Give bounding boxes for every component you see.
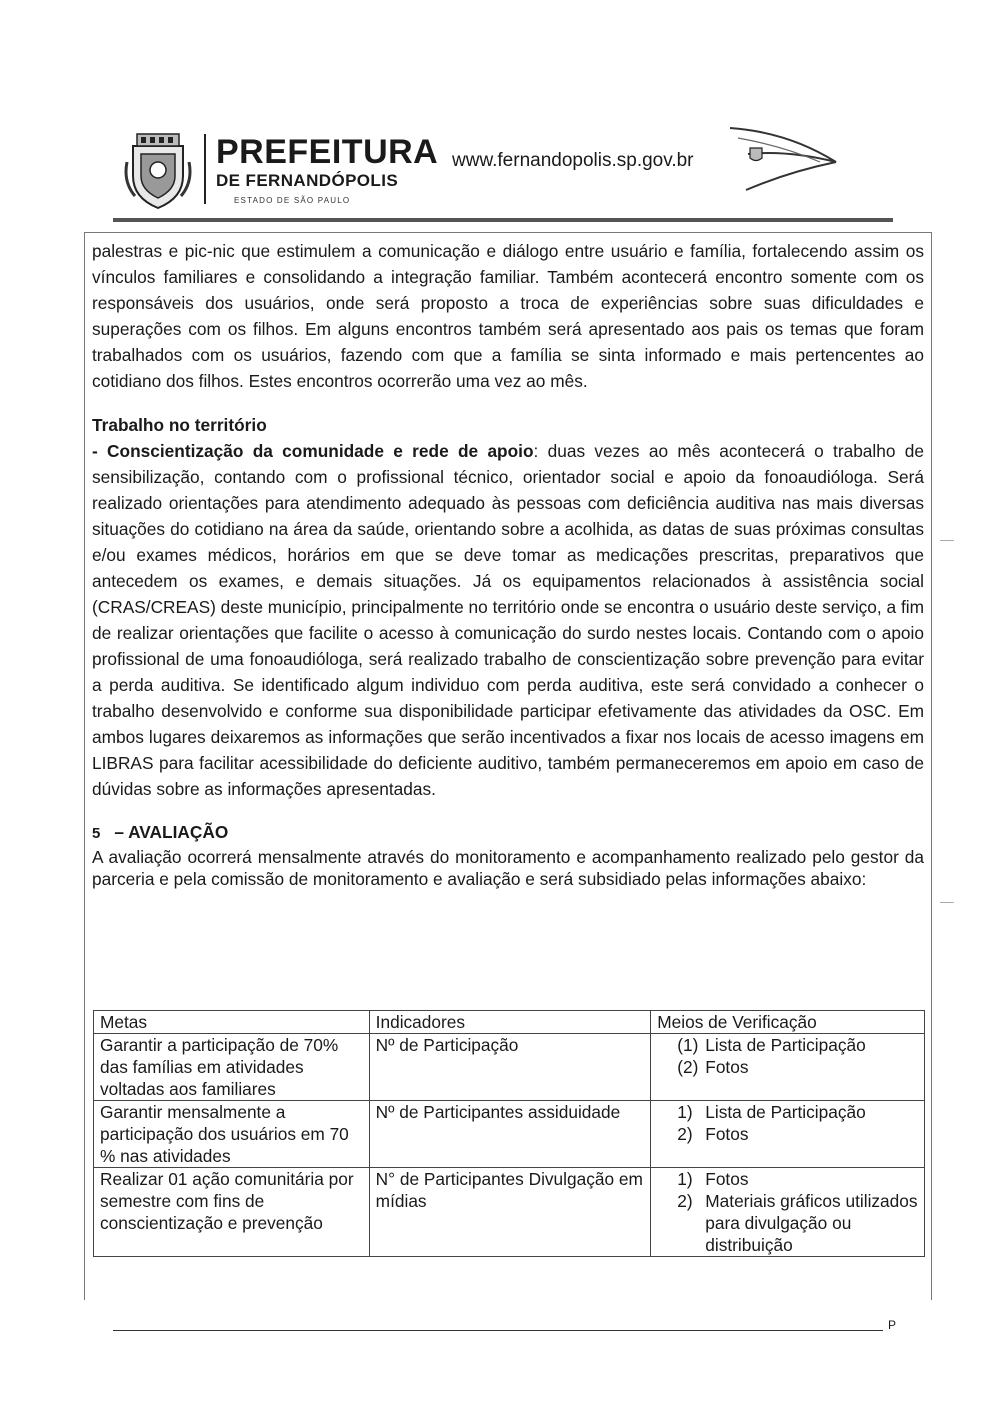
territory-lead: - Conscientização da comunidade e rede de apoio	[92, 441, 534, 461]
territory-paragraph	[92, 438, 924, 802]
list-number: 2)	[677, 1124, 693, 1144]
brand-subtitle: DE FERNANDÓPOLIS	[216, 171, 399, 190]
list-text: Materiais gráficos utilizados para divulgação ou distribuição	[705, 1191, 918, 1255]
meta-cell: Realizar 01 ação comunitária por semestre com fins de conscientização e prevenção	[94, 1168, 370, 1257]
list-number: (2)	[677, 1057, 699, 1077]
territory-text: : duas vezes ao mês acontecerá o trabalho de sensibilização, contando com o profissional técnico, orientador social e apoio da fonoaudióloga. Será realizado orientações para atendimento adequado às pessoas com deficiência auditiva nas mais diversas situações do cotidiano na área da saúde, orientando sobre a acolhida, as datas de suas próximas consultas e/ou exames médicos, horários em que se deve tomar as medicações prescritas, preparativos que antecedem os exames, e demais situações. Já os equipamentos relacionados à assistência social (CRAS/CREAS) deste município, principalmente no território onde se encontra o usuário deste serviço, a fim de realizar orientações que facilite o acesso à comunicação do surdo nestes locais. Contando com o apoio profissional de uma fonoaudióloga, será realizado trabalho de conscientização sobre prevenção para evitar a perda auditiva. Se identificado algum individuo com perda auditiva, este será convidado a conhecer o trabalho desenvolvido e conforme sua disponibilidade participar efetivamente das atividades da OSC. Em ambos lugares deixaremos as informações que serão incentivados a fixar nos locais de acesso imagens em LIBRAS para facilitar acessibilidade do deficiente auditivo, também permaneceremos em apoio em caso de dúvidas sobre as informações apresentadas.	[92, 441, 924, 799]
brand-state: ESTADO DE SÃO PAULO	[234, 196, 351, 205]
header-divider	[204, 134, 206, 204]
section-title	[92, 820, 924, 846]
list-text: Lista de Participação	[705, 1102, 866, 1122]
evaluation-table	[93, 1010, 925, 1257]
column-header-meios: Meios de Verificação	[651, 1011, 925, 1034]
list-text: Fotos	[705, 1057, 749, 1077]
territory-heading: Trabalho no território	[92, 415, 267, 435]
list-text: Lista de Participação	[705, 1035, 866, 1055]
municipal-crest-icon	[123, 132, 193, 210]
meta-cell: Garantir a participação de 70% das famílias em atividades voltadas aos familiares	[94, 1034, 370, 1101]
list-item	[677, 1101, 918, 1123]
indicator-cell: Nº de Participação	[369, 1034, 651, 1101]
website-url: www.fernandopolis.sp.gov.br	[452, 150, 694, 171]
list-number: 1)	[677, 1169, 693, 1189]
evaluation-paragraph: A avaliação ocorrerá mensalmente através do monitoramento e acompanhamento realizado pelo gestor da parceria e pela comissão de monitoramento e avaliação e será subsidiado pelas informações abaixo:	[92, 847, 924, 889]
verification-cell	[651, 1034, 925, 1101]
verification-list	[657, 1034, 918, 1078]
brand-block	[216, 134, 438, 205]
table-header-row	[94, 1011, 925, 1034]
indicator-cell: Nº de Participantes assiduidade	[369, 1101, 651, 1168]
list-item	[677, 1034, 918, 1056]
column-header-metas: Metas	[94, 1011, 370, 1034]
margin-mark	[940, 902, 954, 903]
list-text: Fotos	[705, 1169, 749, 1189]
verification-cell	[651, 1101, 925, 1168]
section-number: 5	[92, 825, 101, 842]
indicator-cell: N° de Participantes Divulgação em mídias	[369, 1168, 651, 1257]
list-item	[677, 1056, 918, 1078]
city-swoosh-logo-icon	[728, 120, 843, 200]
table-row	[94, 1101, 925, 1168]
page-mark: P	[888, 1318, 897, 1332]
list-text: Fotos	[705, 1124, 749, 1144]
margin-mark	[940, 540, 954, 541]
header-rule	[113, 218, 893, 222]
meta-cell: Garantir mensalmente a participação dos usuários em 70 % nas atividades	[94, 1101, 370, 1168]
list-item	[677, 1190, 918, 1256]
section-heading: – AVALIAÇÃO	[114, 822, 229, 842]
column-header-indicadores: Indicadores	[369, 1011, 651, 1034]
verification-cell	[651, 1168, 925, 1257]
intro-paragraph: palestras e pic-nic que estimulem a comunicação e diálogo entre usuário e família, fortalecendo assim os vínculos familiares e consolidando a integração familiar. Também acontecerá encontro somente com os responsáveis dos usuários, onde será proposto a troca de experiências sobre suas dificuldades e superações com os filhos. Em alguns encontros também será apresentado aos pais os temas que foram trabalhados com os usuários, fazendo com que a família se sinta informado e mais pertencentes ao cotidiano dos filhos. Estes encontros ocorrerão uma vez ao mês.	[92, 241, 924, 391]
verification-list	[657, 1168, 918, 1256]
table-row	[94, 1168, 925, 1257]
list-number: 1)	[677, 1102, 693, 1122]
list-number: 2)	[677, 1191, 693, 1211]
table-row	[94, 1034, 925, 1101]
document-body	[92, 238, 924, 890]
verification-list	[657, 1101, 918, 1145]
list-item	[677, 1168, 918, 1190]
list-item	[677, 1123, 918, 1145]
brand-title: PREFEITURA	[216, 133, 439, 171]
list-number: (1)	[677, 1035, 699, 1055]
letterhead	[118, 120, 898, 215]
footer-rule	[113, 1330, 883, 1331]
